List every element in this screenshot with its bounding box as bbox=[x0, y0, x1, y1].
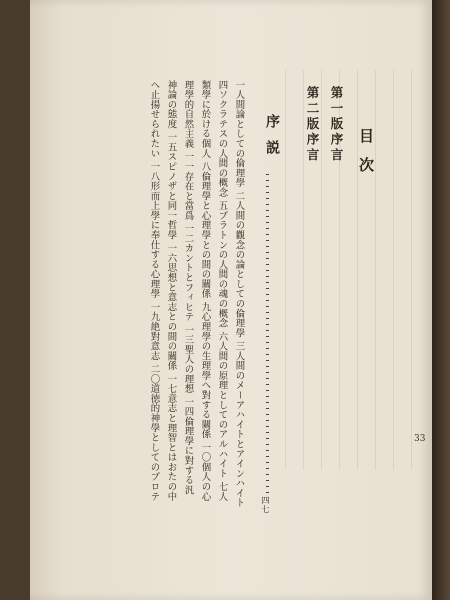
toc-detail-line: 類學に於ける個人 八倫理學と心理學との間の關係 九心理學の生理學へ對する關係 一〇個人の心 bbox=[199, 80, 211, 502]
toc-title: 目次 bbox=[357, 128, 375, 186]
book-edge bbox=[432, 0, 450, 600]
toc-detail-line: 神論の態度 一五スピノザと同一哲學 一六思想と意志との間の關係 一七意志と理智とはおたの中 bbox=[165, 80, 177, 502]
toc-entry-introduction: 序説 bbox=[264, 114, 280, 166]
toc-detail-line: 一人間論としての倫理學 二人間の觀念の論としての倫理學 三人間のメーアハイトとアインハイト bbox=[233, 80, 245, 508]
toc-entry-second-preface: 第二版序言 bbox=[305, 86, 320, 164]
toc-entry-introduction-page: 四七 bbox=[261, 496, 270, 514]
page-number: 33 bbox=[414, 434, 426, 444]
toc-detail-line: 四ソクラテスの人間の概念 五プラトンの人間の魂の概念 六人間の原理としてのアルハイト 七人 bbox=[216, 80, 228, 502]
toc-detail-line: へ止揚せられたい 一八形而上學に奉仕する心理學 一九絶對意志 二〇道徳的神學としてのプロテ bbox=[148, 80, 160, 502]
toc-detail-line: 理學的自然主義 一一存在と當爲 一二カントとフィヒテ 一三聖人の理想 一四倫理學に對する汎 bbox=[182, 80, 194, 495]
toc-entry-first-preface: 第一版序言 bbox=[329, 86, 344, 164]
book-page bbox=[30, 0, 432, 600]
leader-dots bbox=[266, 174, 269, 494]
